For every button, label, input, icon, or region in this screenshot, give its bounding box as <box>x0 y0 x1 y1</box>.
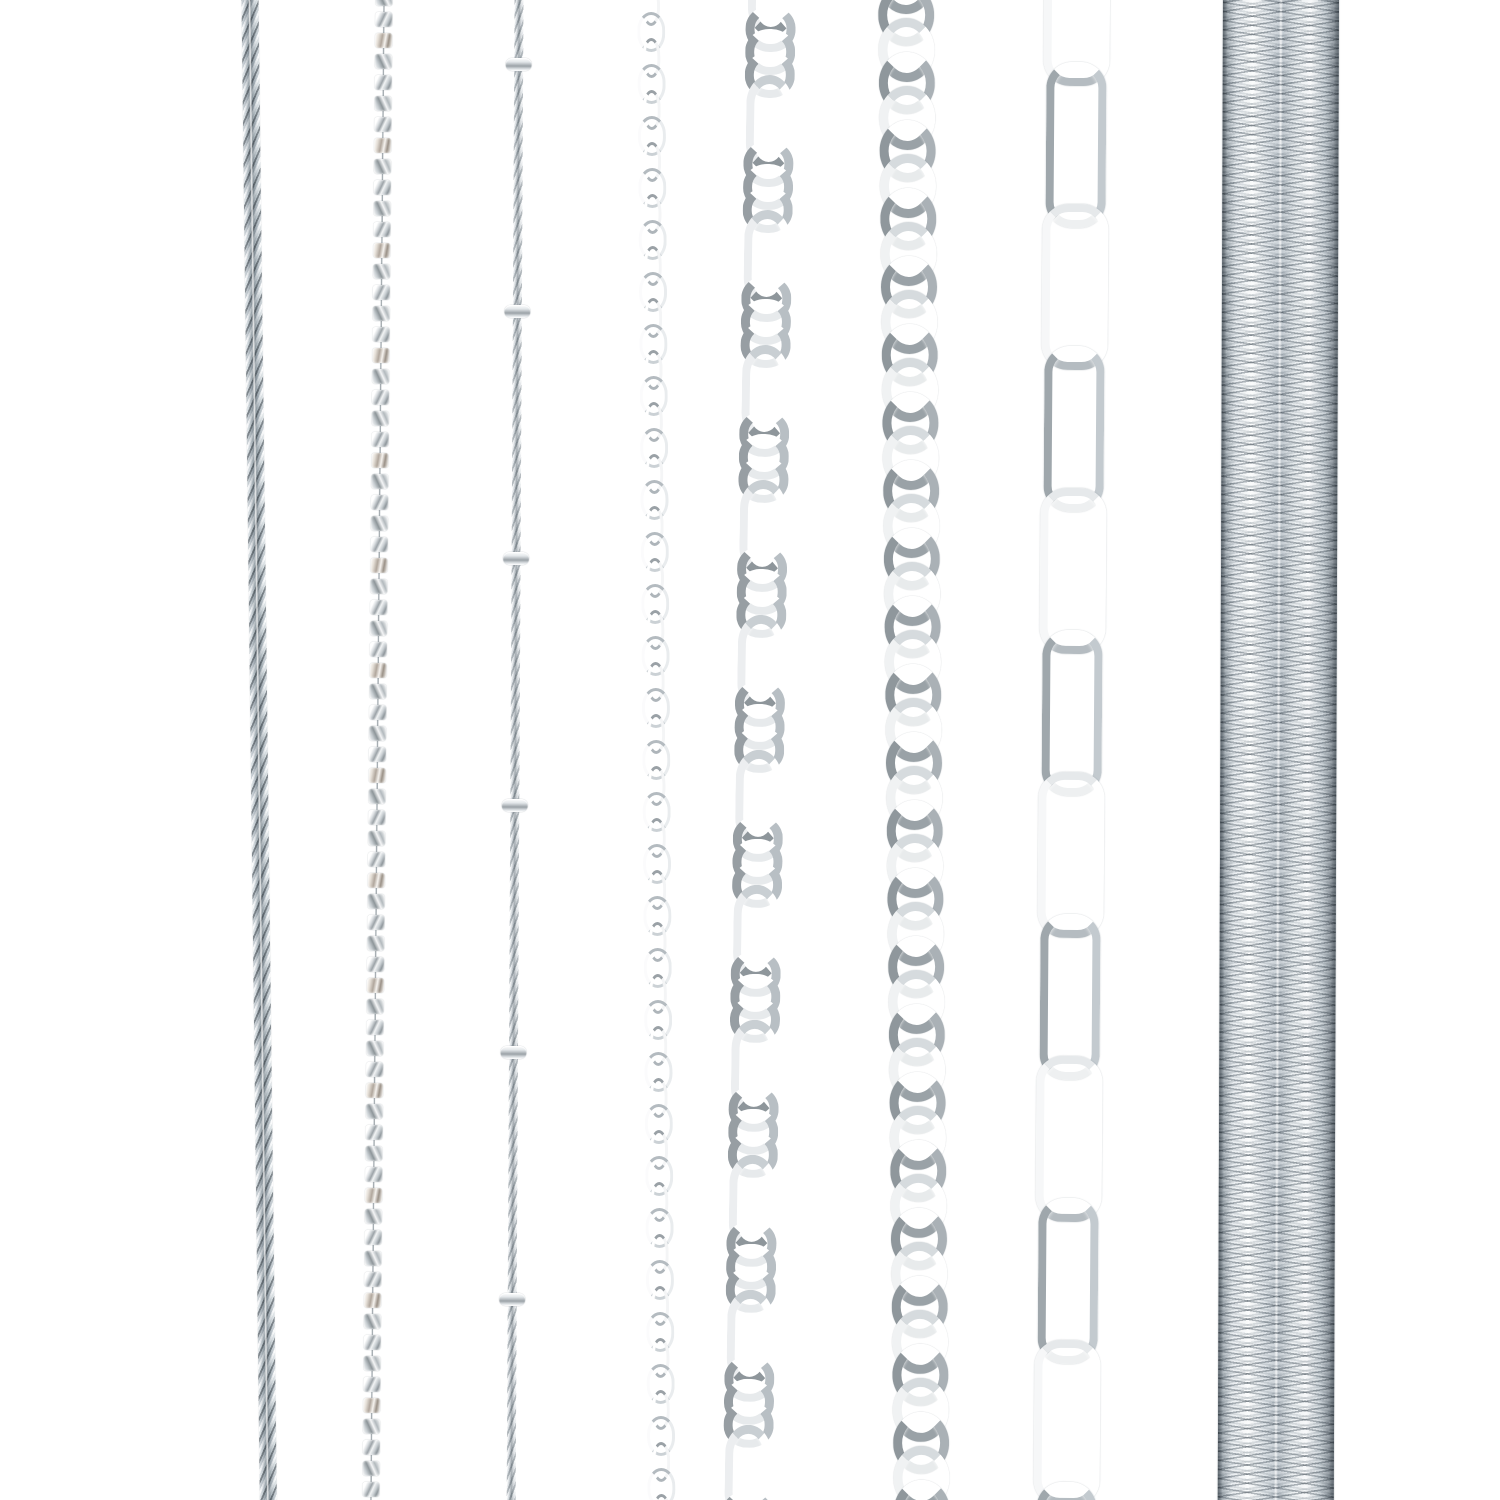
bead-link <box>374 117 391 132</box>
bead-link <box>366 1125 383 1140</box>
bead-link <box>372 348 389 363</box>
bead-link <box>368 810 385 825</box>
bead-link <box>363 1440 380 1455</box>
faceted-bead-strand <box>360 0 395 1500</box>
bead-link <box>369 705 386 720</box>
figaro-long-link <box>724 1424 772 1500</box>
bead-link <box>373 264 390 279</box>
bead-link <box>371 495 388 510</box>
bead-link <box>369 684 386 699</box>
faceted-bead-chain <box>360 0 395 1500</box>
bead-link <box>367 978 384 993</box>
bead-link <box>364 1335 381 1350</box>
bead-link <box>367 957 384 972</box>
bead-link <box>370 600 387 615</box>
bead-link <box>373 285 390 300</box>
cable-strand <box>639 0 674 1500</box>
bead-link <box>364 1314 381 1329</box>
satellite-bead <box>502 799 528 812</box>
bead-link <box>372 411 389 426</box>
bead-link <box>365 1188 382 1203</box>
bead-link <box>374 159 391 174</box>
bead-link <box>364 1356 381 1371</box>
bead-link <box>366 1062 383 1077</box>
bead-link <box>374 138 391 153</box>
bead-link <box>367 915 384 930</box>
paperclip-strand <box>1037 0 1106 1500</box>
bead-link <box>365 1146 382 1161</box>
bead-link <box>373 243 390 258</box>
bead-link <box>373 222 390 237</box>
herringbone-strand <box>1218 0 1339 1500</box>
bead-link <box>367 999 384 1014</box>
bead-link <box>366 1020 383 1035</box>
bead-link <box>365 1167 382 1182</box>
satellite-bead <box>503 552 529 565</box>
bead-link <box>371 516 388 531</box>
satellite-bead <box>499 1293 525 1306</box>
bead-link <box>371 474 388 489</box>
satellite-bead <box>504 305 530 318</box>
bead-link <box>370 621 387 636</box>
bead-link <box>366 1104 383 1119</box>
bead-link <box>372 432 389 447</box>
bead-link <box>363 1377 380 1392</box>
satellite-bead <box>506 58 532 71</box>
satellite-chain <box>498 0 532 1500</box>
satellite-bead <box>500 1046 526 1059</box>
bead-link <box>365 1209 382 1224</box>
bead-link <box>368 894 385 909</box>
bead-link <box>371 537 388 552</box>
bead-link <box>375 96 392 111</box>
bead-link <box>366 1041 383 1056</box>
bead-link <box>369 768 386 783</box>
bead-link <box>375 12 392 27</box>
bead-link <box>368 789 385 804</box>
figaro-chain <box>729 0 789 1500</box>
herringbone-right-edge <box>1329 0 1339 1500</box>
bead-link <box>372 390 389 405</box>
bead-link <box>369 726 386 741</box>
bead-link <box>372 369 389 384</box>
curb-chain <box>241 0 276 1500</box>
herringbone-center-highlight <box>1274 0 1283 1500</box>
bead-link <box>364 1272 381 1287</box>
bead-link <box>363 1461 380 1476</box>
bead-link <box>375 75 392 90</box>
satellite-fine-curb <box>507 0 524 1500</box>
fine-cable-chain <box>639 0 673 1500</box>
paperclip-link <box>1033 1340 1100 1500</box>
bead-link <box>368 873 385 888</box>
bead-link <box>375 54 392 69</box>
bead-link <box>366 1083 383 1098</box>
figaro-strand <box>729 0 789 1500</box>
bead-link <box>373 327 390 342</box>
bead-link <box>370 663 387 678</box>
bead-link <box>362 1482 379 1497</box>
bead-link <box>369 747 386 762</box>
bead-link <box>375 33 392 48</box>
bead-link <box>367 936 384 951</box>
bead-link <box>363 1398 380 1413</box>
bead-link <box>371 558 388 573</box>
bead-link <box>373 306 390 321</box>
bead-link <box>374 201 391 216</box>
bead-link <box>370 642 387 657</box>
bead-link <box>364 1251 381 1266</box>
curb-strand <box>240 0 276 1500</box>
rolo-strand <box>886 0 942 1500</box>
bead-link <box>371 453 388 468</box>
bead-link <box>374 180 391 195</box>
bead-link <box>368 831 385 846</box>
bead-link <box>363 1419 380 1434</box>
satellite-strand <box>498 0 532 1500</box>
herringbone-left-edge <box>1218 0 1228 1500</box>
bead-link <box>364 1293 381 1308</box>
herringbone-chain <box>1218 0 1339 1500</box>
bead-link <box>365 1230 382 1245</box>
bead-link <box>375 0 392 6</box>
bead-link <box>368 852 385 867</box>
bead-link <box>370 579 387 594</box>
rolo-chain <box>886 0 942 1500</box>
paperclip-chain <box>1038 0 1106 1500</box>
